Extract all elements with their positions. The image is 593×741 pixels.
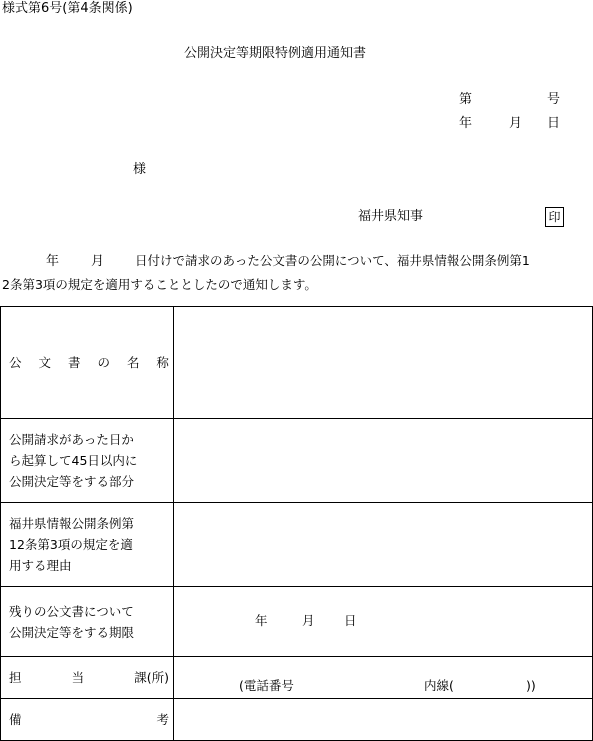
field-document-name[interactable] (174, 307, 593, 419)
deadline-year: 年 (255, 613, 268, 628)
extension-close: )) (526, 678, 536, 693)
body-text-line1: 日付けで請求のあった公文書の公開について、福井県情報公開条例第1 (135, 253, 530, 268)
label-line: 用する理由 (9, 558, 72, 573)
label-line: 12条第3項の規定を適 (9, 537, 133, 552)
field-partial-decision[interactable] (174, 419, 593, 503)
number-label-prefix: 第 (459, 92, 473, 107)
label-char: 名 (126, 355, 140, 370)
label-line: 残りの公文書について (9, 603, 134, 619)
extension-label: 内線( (424, 678, 454, 693)
label-deadline (1, 587, 174, 657)
label-line: 公開請求があった日か (9, 432, 134, 447)
label-partial-decision (1, 419, 174, 503)
form-number: 様式第6号(第4条関係) (2, 1, 133, 16)
label-document-name (1, 307, 174, 419)
date-day-label: 日 (547, 116, 561, 131)
label-char: 文 (38, 355, 51, 370)
deadline-month: 月 (302, 613, 315, 628)
label-line: 公開決定等をする期限 (9, 624, 135, 640)
label-char: 称 (156, 355, 169, 370)
table-row (1, 657, 593, 699)
date-month-label: 月 (509, 116, 523, 131)
table-row (1, 419, 593, 503)
deadline-day: 日 (344, 613, 357, 628)
label-char: 公 (9, 355, 22, 370)
label-char: 考 (156, 712, 169, 727)
label-line: ら起算して45日以内に (9, 453, 138, 468)
label-char: 担 (9, 670, 22, 685)
sender-name: 福井県知事 (358, 209, 424, 224)
date-year-label: 年 (459, 116, 473, 131)
number-label-suffix: 号 (547, 92, 561, 107)
field-reason[interactable] (174, 503, 593, 587)
label-remarks (1, 699, 174, 741)
document-title: 公開決定等期限特例適用通知書 (184, 46, 367, 61)
label-char: 書 (67, 355, 81, 370)
label-char: 課(所) (134, 670, 169, 685)
field-deadline[interactable] (174, 587, 593, 657)
body-month: 月 (91, 254, 105, 269)
label-reason (1, 503, 174, 587)
body-year: 年 (46, 254, 60, 269)
label-line: 福井県情報公開条例第 (9, 516, 135, 531)
table-row (1, 587, 593, 657)
table-row (1, 699, 593, 741)
notice-table (0, 306, 593, 741)
phone-number-label: (電話番号 (239, 678, 294, 693)
label-char: の (97, 355, 110, 370)
seal-stamp: 印 (545, 207, 564, 227)
body-text-line2: 2条第3項の規定を適用することとしたので通知します。 (2, 277, 317, 292)
addressee-suffix: 様 (133, 162, 147, 177)
table-row (1, 503, 593, 587)
label-char: 当 (71, 670, 85, 685)
field-department[interactable] (174, 657, 593, 699)
label-department (1, 657, 174, 699)
label-line: 公開決定等をする部分 (9, 474, 135, 489)
field-remarks[interactable] (174, 699, 593, 741)
label-char: 備 (9, 712, 22, 727)
table-row (1, 307, 593, 419)
